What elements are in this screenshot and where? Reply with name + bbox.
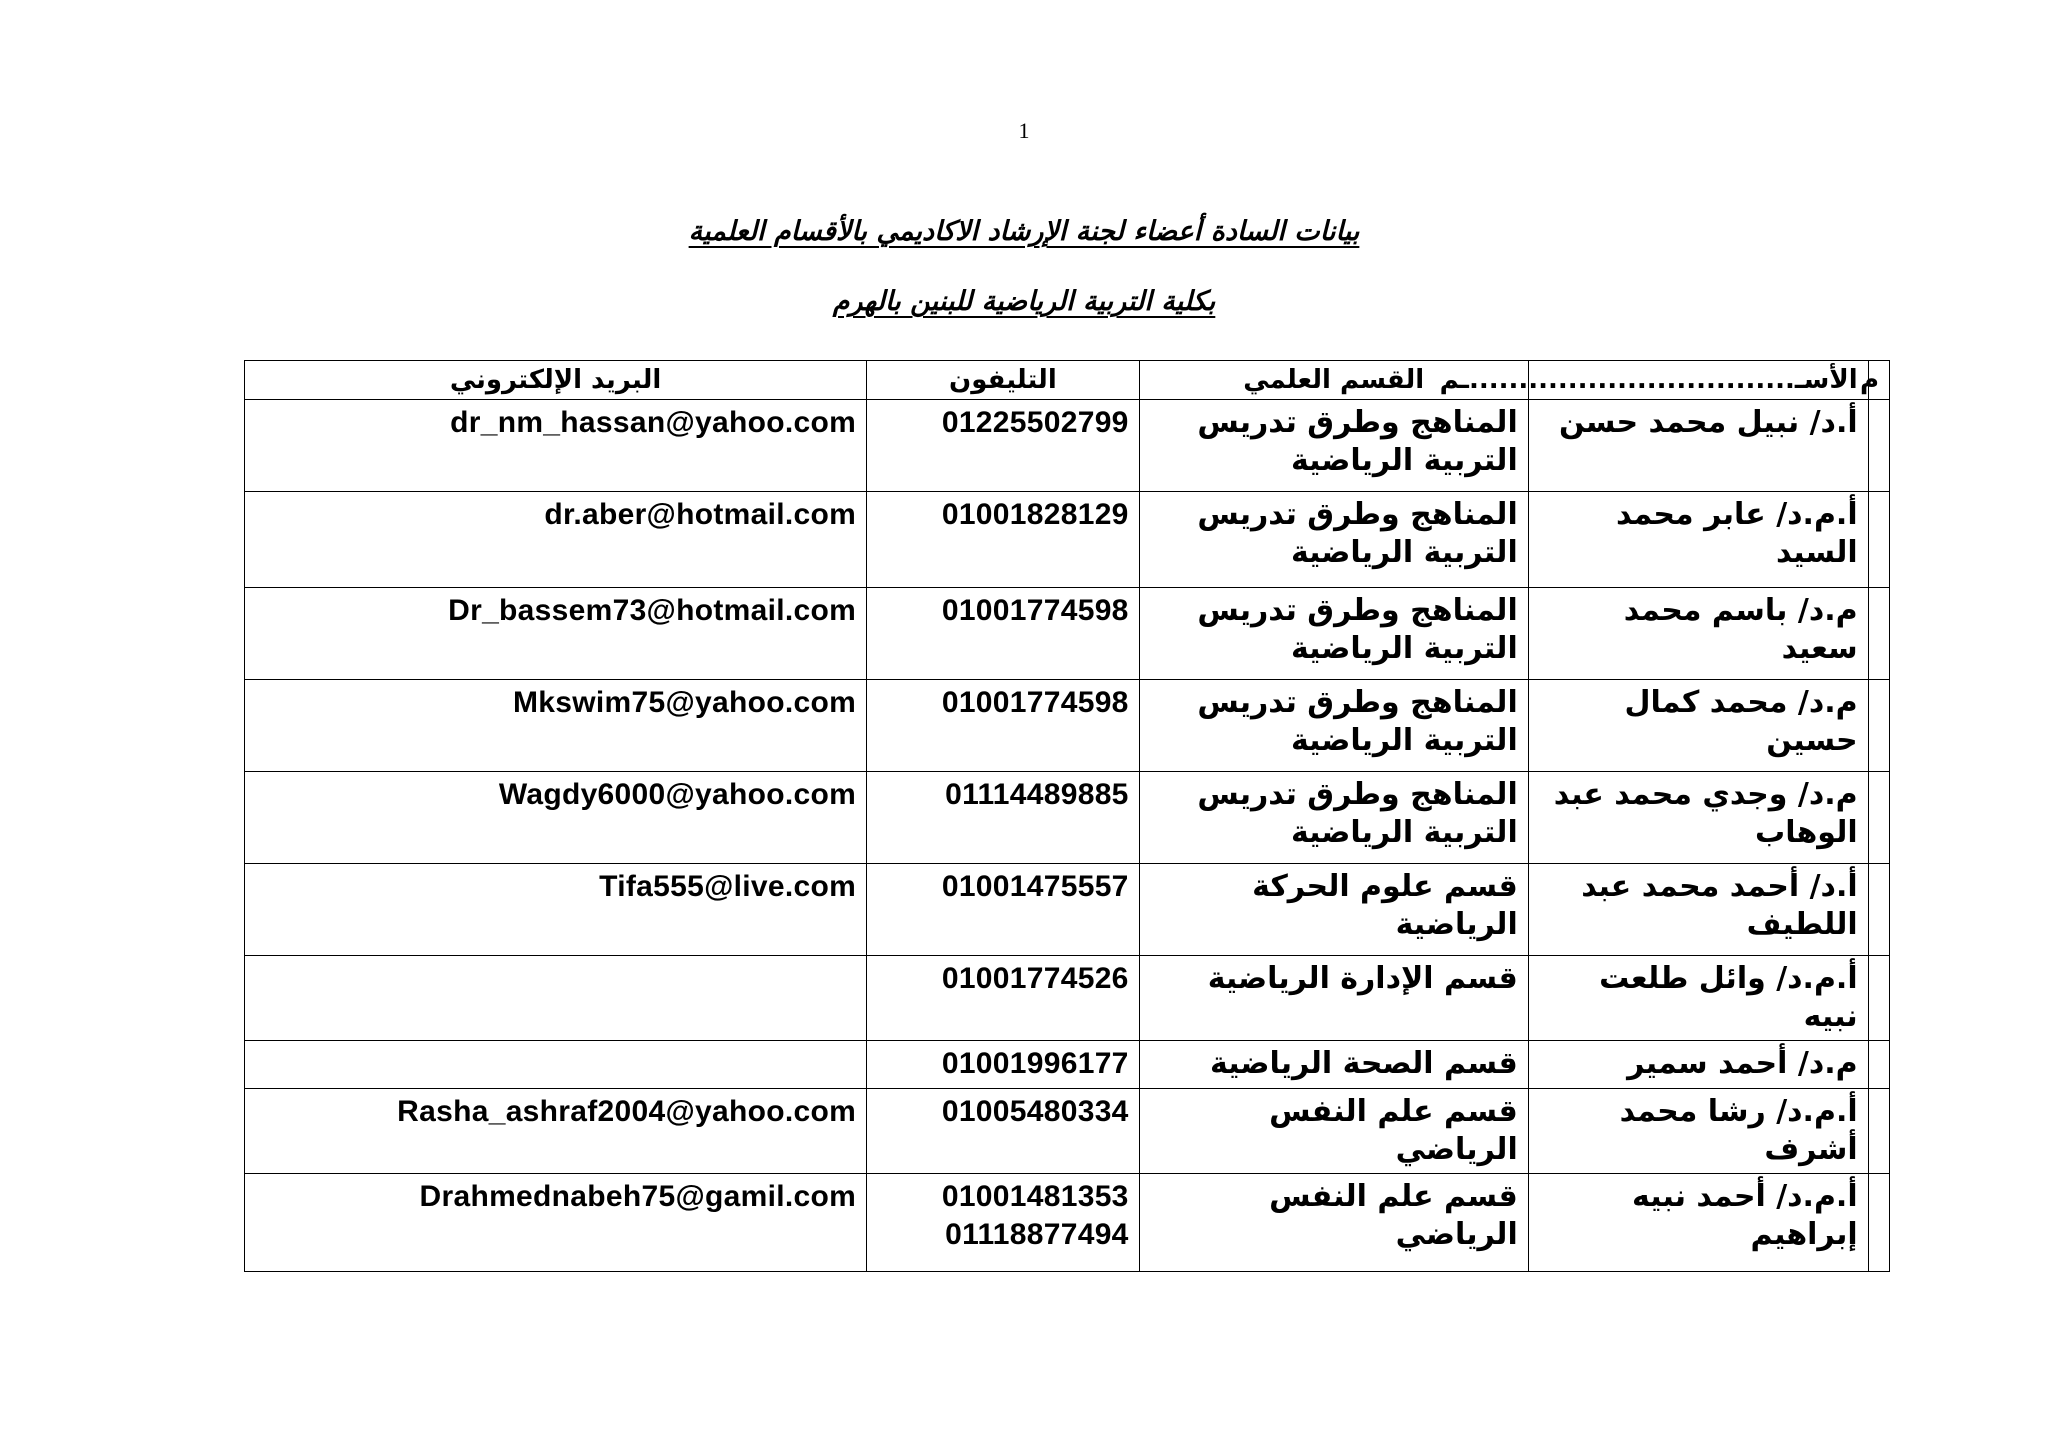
member-email: Mkswim75@yahoo.com bbox=[245, 680, 867, 772]
member-department: قسم علم النفس الرياضي bbox=[1139, 1089, 1528, 1174]
member-phone bbox=[867, 1174, 1140, 1272]
table-row bbox=[245, 864, 1890, 956]
member-name: أ.م.د/ أحمد نبيه إبراهيم bbox=[1528, 1174, 1868, 1272]
table-row bbox=[245, 1174, 1890, 1272]
member-email: dr.aber@hotmail.com bbox=[245, 492, 867, 588]
member-name: م.د/ أحمد سمير bbox=[1528, 1041, 1868, 1089]
member-name: أ.د/ نبيل محمد حسن bbox=[1528, 400, 1868, 492]
row-index bbox=[1868, 400, 1889, 492]
row-index bbox=[1868, 772, 1889, 864]
header-email: البريد الإلكتروني bbox=[245, 361, 867, 400]
member-phone: 01114489885 bbox=[867, 772, 1140, 864]
member-email: dr_nm_hassan@yahoo.com bbox=[245, 400, 867, 492]
header-phone: التليفون bbox=[867, 361, 1140, 400]
member-department: المناهج وطرق تدريس التربية الرياضية bbox=[1139, 492, 1528, 588]
page-number: 1 bbox=[1018, 118, 1030, 143]
row-index bbox=[1868, 492, 1889, 588]
document-subtitle bbox=[0, 286, 2048, 317]
member-name: م.د/ باسم محمد سعيد bbox=[1528, 588, 1868, 680]
member-phone: 01005480334 bbox=[867, 1089, 1140, 1174]
member-phone: 01001828129 bbox=[867, 492, 1140, 588]
table-row bbox=[245, 772, 1890, 864]
header-department: القسم العلمي bbox=[1139, 361, 1528, 400]
member-department: المناهج وطرق تدريس التربية الرياضية bbox=[1139, 772, 1528, 864]
member-department: المناهج وطرق تدريس التربية الرياضية bbox=[1139, 400, 1528, 492]
member-email: Rasha_ashraf2004@yahoo.com bbox=[245, 1089, 867, 1174]
header-index: م bbox=[1868, 361, 1889, 400]
member-phone-line: 01118877494 bbox=[945, 1218, 1129, 1251]
table-row bbox=[245, 588, 1890, 680]
member-name: أ.م.د/ عابر محمد السيد bbox=[1528, 492, 1868, 588]
members-table bbox=[244, 360, 1890, 1272]
row-index bbox=[1868, 864, 1889, 956]
member-name: م.د/ محمد كمال حسين bbox=[1528, 680, 1868, 772]
member-name: أ.د/ أحمد محمد عبد اللطيف bbox=[1528, 864, 1868, 956]
member-phone: 01001996177 bbox=[867, 1041, 1140, 1089]
member-phone: 01001475557 bbox=[867, 864, 1140, 956]
member-phone: 01001774526 bbox=[867, 956, 1140, 1041]
member-email: Drahmednabeh75@gamil.com bbox=[245, 1174, 867, 1272]
member-name: م.د/ وجدي محمد عبد الوهاب bbox=[1528, 772, 1868, 864]
document-title-text: بيانات السادة أعضاء لجنة الإرشاد الاكاديمي بالأقسام العلمية bbox=[688, 216, 1360, 247]
member-department: المناهج وطرق تدريس التربية الرياضية bbox=[1139, 588, 1528, 680]
member-email: Dr_bassem73@hotmail.com bbox=[245, 588, 867, 680]
member-phone: 01225502799 bbox=[867, 400, 1140, 492]
table-row bbox=[245, 1089, 1890, 1174]
document-subtitle-text: بكلية التربية الرياضية للبنين بالهرم bbox=[832, 286, 1216, 317]
row-index bbox=[1868, 1041, 1889, 1089]
row-index bbox=[1868, 956, 1889, 1041]
table-row bbox=[245, 1041, 1890, 1089]
member-department: قسم علوم الحركة الرياضية bbox=[1139, 864, 1528, 956]
table-row bbox=[245, 400, 1890, 492]
table-row bbox=[245, 680, 1890, 772]
member-department: قسم الصحة الرياضية bbox=[1139, 1041, 1528, 1089]
member-department: المناهج وطرق تدريس التربية الرياضية bbox=[1139, 680, 1528, 772]
member-name: أ.م.د/ رشا محمد أشرف bbox=[1528, 1089, 1868, 1174]
table-row bbox=[245, 956, 1890, 1041]
table-row bbox=[245, 492, 1890, 588]
member-department: قسم علم النفس الرياضي bbox=[1139, 1174, 1528, 1272]
row-index bbox=[1868, 1174, 1889, 1272]
member-email: Tifa555@live.com bbox=[245, 864, 867, 956]
header-name: الأسـ.................................ـم bbox=[1528, 361, 1868, 400]
member-phone: 01001774598 bbox=[867, 588, 1140, 680]
member-email bbox=[245, 1041, 867, 1089]
member-name: أ.م.د/ وائل طلعت نبيه bbox=[1528, 956, 1868, 1041]
member-phone-line: 01001481353 bbox=[941, 1180, 1129, 1213]
row-index bbox=[1868, 680, 1889, 772]
table-header-row bbox=[245, 361, 1890, 400]
row-index bbox=[1868, 588, 1889, 680]
member-email bbox=[245, 956, 867, 1041]
member-email: Wagdy6000@yahoo.com bbox=[245, 772, 867, 864]
row-index bbox=[1868, 1089, 1889, 1174]
member-department: قسم الإدارة الرياضية bbox=[1139, 956, 1528, 1041]
member-phone: 01001774598 bbox=[867, 680, 1140, 772]
document-title bbox=[0, 216, 2048, 247]
